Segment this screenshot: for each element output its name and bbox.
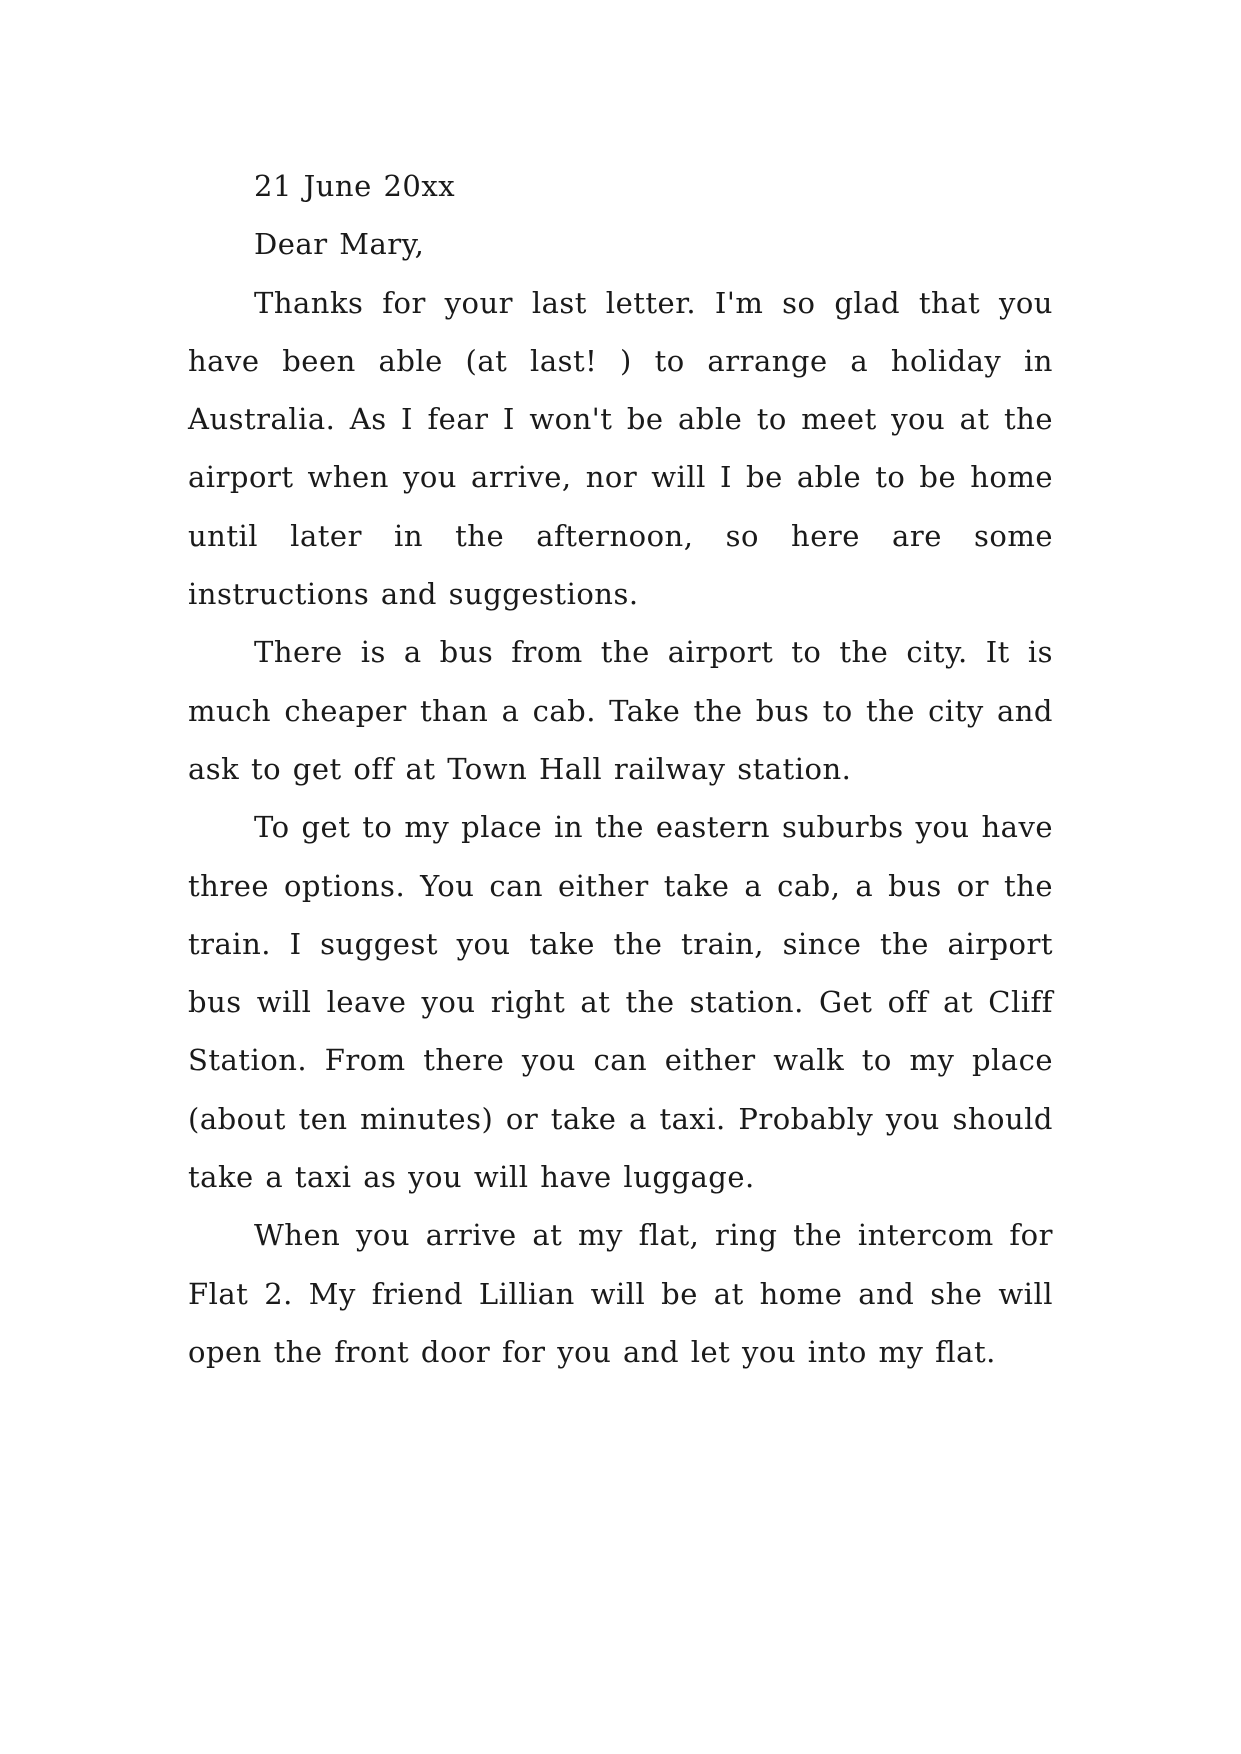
letter-date: 21 June 20xx bbox=[254, 169, 456, 203]
paragraph-1: Thanks for your last letter. I'm so glad that you have been able (at last! ) to arrange a holiday in Australia. As I fear I won't be able to meet you at the airport when you arrive, nor will I be able to be home until later in the afternoon, so here are some instructions and suggestions. bbox=[188, 285, 1053, 612]
letter-salutation: Dear Mary, bbox=[254, 227, 425, 262]
paragraph-2: There is a bus from the airport to the city. It is much cheaper than a cab. Take the bus to the city and ask to get off at Town Hall railway station. bbox=[188, 635, 1053, 786]
letter-body bbox=[188, 157, 1053, 1381]
paragraph-3: To get to my place in the eastern suburbs you have three options. You can either take a cab, a bus or the train. I suggest you take the train, since the airport bus will leave you right at the station. Get off at Cliff Station. From there you can either walk to my place (about ten minutes) or take a taxi. Probably you should take a taxi as you will have luggage. bbox=[188, 810, 1053, 1195]
paragraph-4: When you arrive at my flat, ring the intercom for Flat 2. My friend Lillian will be at home and she will open the front door for you and let you into my flat. bbox=[188, 1218, 1053, 1369]
